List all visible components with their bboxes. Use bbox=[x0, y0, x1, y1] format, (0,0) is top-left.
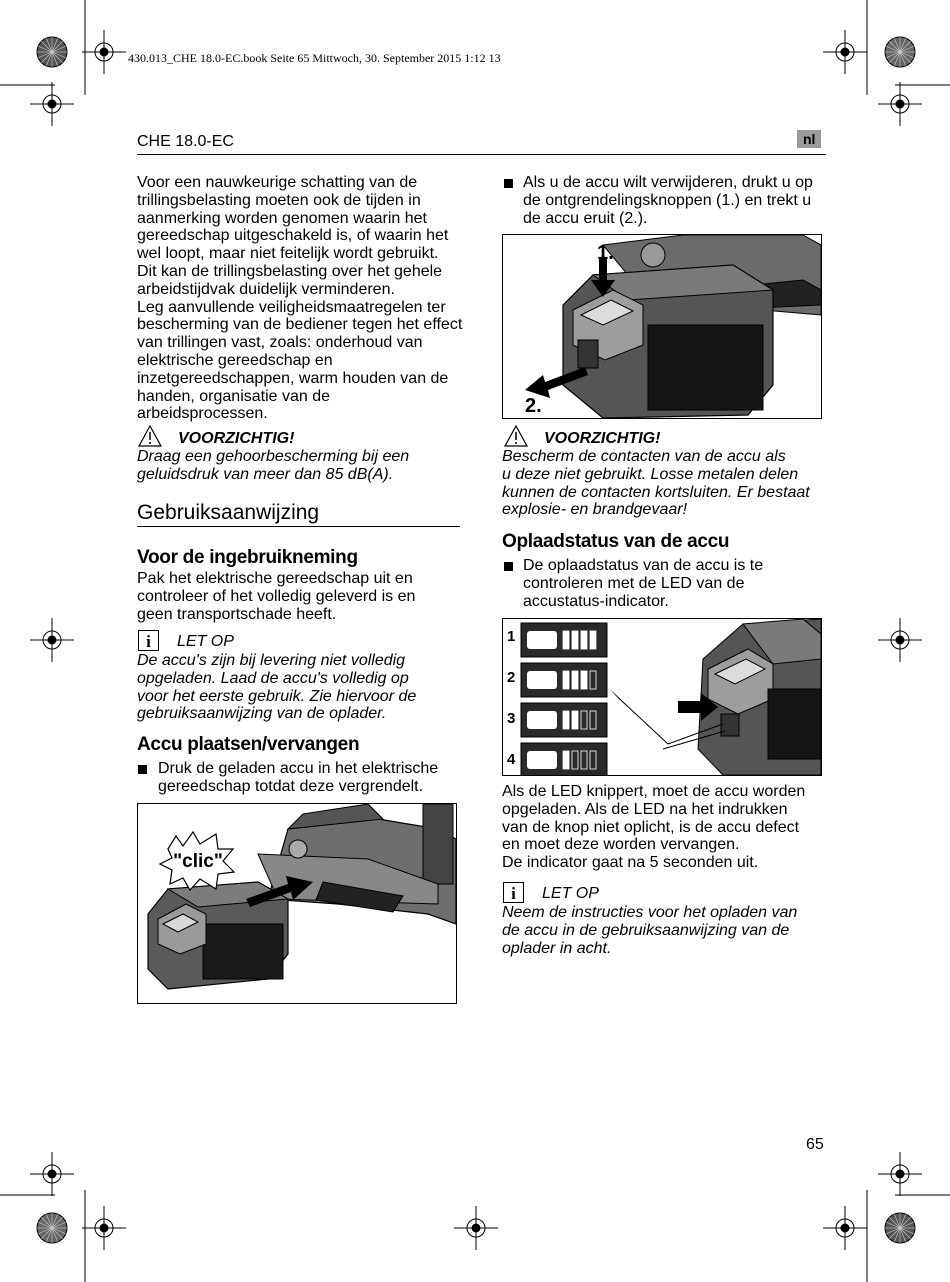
text-line: gebruiksaanwijzing van de oplader. bbox=[137, 705, 387, 723]
bullet-text bbox=[158, 760, 468, 796]
battery-removal-illustration bbox=[503, 235, 821, 418]
led-bar bbox=[590, 751, 596, 769]
text-line: Druk de geladen accu in het elektrische bbox=[158, 760, 439, 777]
remove-battery-text bbox=[523, 174, 833, 227]
led-bar bbox=[581, 631, 587, 649]
led-bar bbox=[572, 671, 578, 689]
text-line: aanmerking worden genomen waarin het bbox=[137, 209, 427, 227]
note-text bbox=[137, 652, 467, 723]
text-line: Neem de instructies voor het opladen van bbox=[502, 904, 798, 921]
note-label: LET OP bbox=[177, 633, 234, 650]
led-bar bbox=[572, 751, 578, 769]
led-bar bbox=[563, 631, 569, 649]
text-line: Leg aanvullende veiligheidsmaatregelen ter bbox=[137, 298, 446, 316]
text-line: handen, organisatie van de bbox=[137, 387, 331, 405]
step-1-label: 1. bbox=[597, 242, 614, 264]
caution-label: VOORZICHTIG! bbox=[544, 430, 661, 447]
text-line: explosie- en brandgevaar! bbox=[502, 501, 688, 519]
intro-paragraph bbox=[137, 174, 467, 423]
text-line: Als de LED knippert, moet de accu worden bbox=[502, 783, 806, 800]
text-line: opgeladen. Laad de accu's volledig op bbox=[137, 669, 409, 687]
clic-label: "clic" bbox=[173, 851, 223, 872]
text-line: van de knop niet oplicht, is de accu defect bbox=[502, 818, 800, 836]
unpack-paragraph bbox=[137, 570, 467, 623]
status-row-number: 3 bbox=[507, 710, 516, 727]
text-line: de ontgrendelingsknoppen (1.) en trekt u bbox=[523, 191, 812, 209]
bullet-icon bbox=[138, 765, 147, 774]
text-line: geen transportschade heeft. bbox=[137, 605, 337, 623]
caution-text bbox=[502, 448, 832, 519]
charge-status-illustration bbox=[503, 619, 821, 775]
text-line: voor het eerste gebruik. Zie hiervoor de bbox=[137, 687, 417, 705]
led-bar bbox=[581, 711, 587, 729]
text-line: elektrische gereedschap en bbox=[137, 351, 333, 369]
led-bar bbox=[563, 711, 569, 729]
text-line: Voor een nauwkeurige schatting van de bbox=[137, 174, 418, 191]
bullet-icon bbox=[504, 562, 513, 571]
led-bar bbox=[590, 631, 596, 649]
text-line: kunnen de contacten kortsluiten. Er bestaat bbox=[502, 483, 810, 501]
text-line: De accu's zijn bij levering niet volledig bbox=[137, 652, 406, 669]
led-paragraph bbox=[502, 783, 832, 872]
text-line: arbeidsprocessen. bbox=[137, 405, 268, 423]
battery-icon bbox=[527, 751, 557, 769]
text-line: controleren met de LED van de bbox=[523, 574, 745, 592]
text-line: De oplaadstatus van de accu is te bbox=[523, 557, 764, 574]
text-line: accustatus-indicator. bbox=[523, 592, 669, 610]
subsection-title: Accu plaatsen/vervangen bbox=[137, 734, 360, 755]
svg-text:i: i bbox=[511, 884, 516, 903]
language-badge: nl bbox=[797, 130, 821, 148]
text-line: bescherming van de bediener tegen het effect bbox=[137, 316, 463, 334]
note-label: LET OP bbox=[542, 885, 599, 902]
text-line: Draag een gehoorbescherming bij een bbox=[137, 448, 410, 465]
page-header-model: CHE 18.0-EC bbox=[137, 133, 234, 150]
bullet-icon bbox=[504, 179, 513, 188]
text-line: Dit kan de trillingsbelasting over het gehele bbox=[137, 262, 443, 280]
text-line: van trillingen vast, zoals: onderhoud van bbox=[137, 334, 423, 352]
led-bar bbox=[572, 631, 578, 649]
info-icon bbox=[503, 882, 525, 904]
step-2-label: 2. bbox=[525, 395, 542, 417]
print-header: 430.013_CHE 18.0-EC.book Seite 65 Mittwoch, 30. September 2015 1:12 13 bbox=[128, 51, 501, 65]
warning-triangle-icon bbox=[138, 425, 162, 447]
battery-icon bbox=[527, 631, 557, 649]
text-line: oplader in acht. bbox=[502, 939, 612, 957]
figure-remove-battery bbox=[502, 234, 822, 419]
info-icon bbox=[138, 630, 160, 652]
header-rule bbox=[137, 154, 826, 155]
battery-icon bbox=[527, 671, 557, 689]
status-row-number: 4 bbox=[507, 751, 516, 768]
text-line: geluidsdruk van meer dan 85 dB(A). bbox=[137, 465, 394, 483]
status-bullet-text bbox=[523, 557, 833, 610]
text-line: de accu eruit (2.). bbox=[523, 209, 648, 227]
led-bar bbox=[590, 671, 596, 689]
page-number: 65 bbox=[806, 1136, 824, 1153]
status-row-number: 2 bbox=[507, 669, 516, 686]
text-line: trillingsbelasting moeten ook de tijden in bbox=[137, 191, 421, 209]
text-line: Pak het elektrische gereedschap uit en bbox=[137, 570, 413, 587]
text-line: De indicator gaat na 5 seconden uit. bbox=[502, 854, 759, 872]
led-bar bbox=[590, 711, 596, 729]
status-row-number: 1 bbox=[507, 628, 516, 645]
svg-text:i: i bbox=[146, 632, 151, 651]
led-bar bbox=[581, 671, 587, 689]
warning-triangle-icon bbox=[504, 425, 528, 447]
led-bar bbox=[563, 751, 569, 769]
text-line: inzetgereedschappen, warm houden van de bbox=[137, 369, 449, 387]
section-title: Gebruiksaanwijzing bbox=[137, 501, 320, 524]
subsection-title: Voor de ingebruikneming bbox=[137, 547, 358, 568]
section-rule bbox=[137, 526, 460, 527]
note-text bbox=[502, 904, 832, 957]
led-bar bbox=[581, 751, 587, 769]
figure-insert-battery bbox=[137, 803, 457, 1004]
figure-charge-status bbox=[502, 618, 822, 776]
text-line: wel loopt, maar niet feitelijk wordt gebruikt. bbox=[137, 245, 439, 263]
text-line: opgeladen. Als de LED na het indrukken bbox=[502, 800, 788, 818]
led-bar bbox=[563, 671, 569, 689]
led-bar bbox=[572, 711, 578, 729]
text-line: gereedschap totdat deze vergrendelt. bbox=[158, 777, 424, 795]
text-line: de accu in de gebruiksaanwijzing van de bbox=[502, 921, 790, 939]
text-line: u deze niet gebruikt. Losse metalen delen bbox=[502, 465, 799, 483]
text-line: gereedschap uitgeschakeld is, of waarin het bbox=[137, 227, 449, 245]
text-line: controleer of het volledig geleverd is en bbox=[137, 587, 416, 605]
text-line: en moet deze worden vervangen. bbox=[502, 836, 740, 854]
tool-illustration bbox=[138, 804, 456, 1003]
battery-icon bbox=[527, 711, 557, 729]
text-line: Als u de accu wilt verwijderen, drukt u op bbox=[523, 174, 813, 191]
caution-label: VOORZICHTIG! bbox=[178, 430, 295, 447]
caution-text bbox=[137, 448, 467, 484]
text-line: arbeidstijdvak duidelijk verminderen. bbox=[137, 280, 395, 298]
text-line: Bescherm de contacten van de accu als bbox=[502, 448, 786, 465]
subsection-title: Oplaadstatus van de accu bbox=[502, 531, 730, 552]
